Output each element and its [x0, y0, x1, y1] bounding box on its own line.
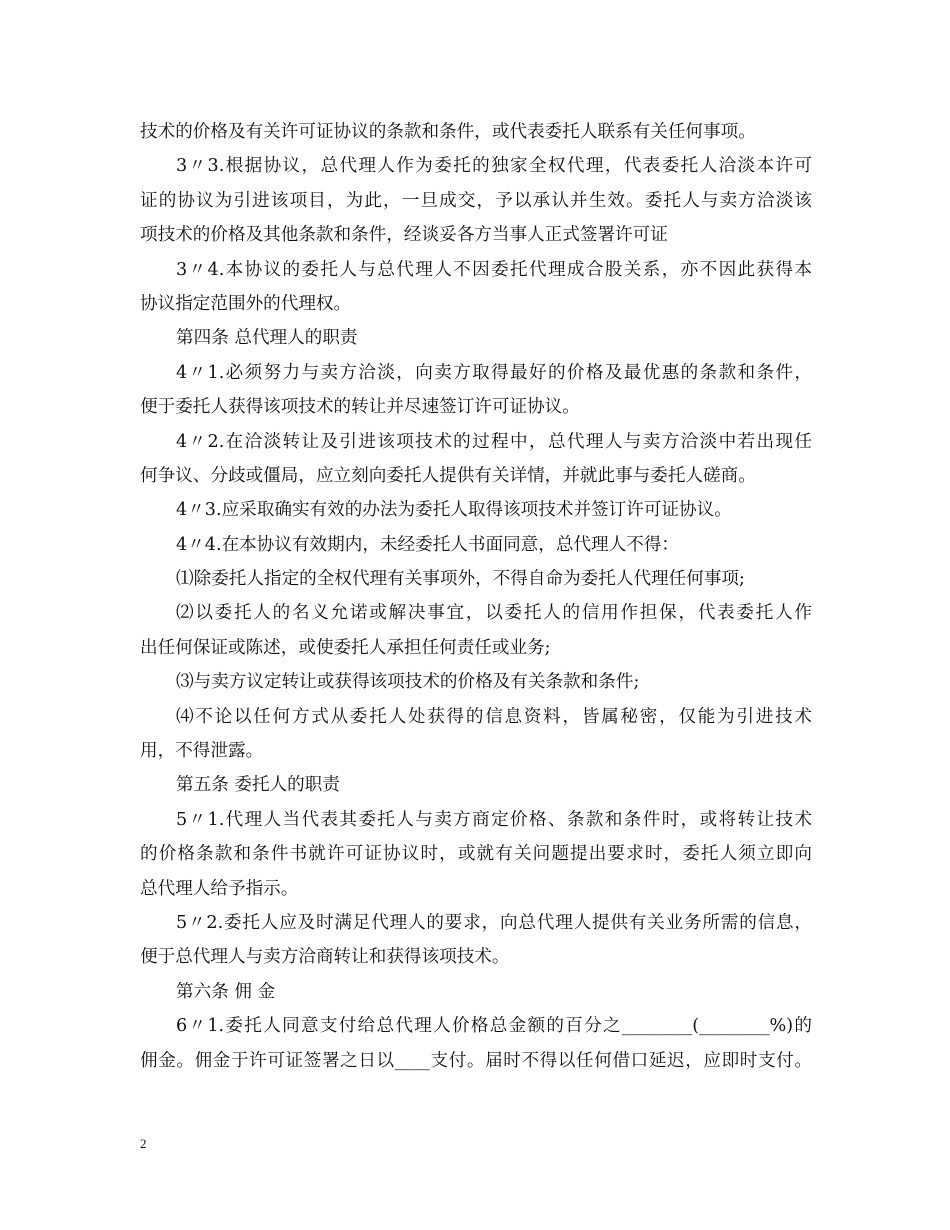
text-line: 3〃4.本协议的委托人与总代理人不因委托代理成合股关系，亦不因此获得本 [176, 259, 812, 280]
text-line: 出任何保证或陈述，或使委托人承担任何责任或业务; [140, 637, 551, 658]
text-line: 第四条 总代理人的职责 [176, 328, 358, 349]
text-line: 5〃1.代理人当代表其委托人与卖方商定价格、条款和条件时，或将转让技术 [176, 809, 812, 830]
text-line: ⑴除委托人指定的全权代理有关事项外，不得自命为委托人代理任何事项; [176, 569, 745, 590]
text-line: 技术的价格及有关许可证协议的条款和条件，或代表委托人联系有关任何事项。 [140, 122, 756, 142]
page-number: 2 [140, 1136, 147, 1151]
text-line: 用，不得泄露。 [140, 741, 264, 762]
text-line: 项技术的价格及其他条款和条件，经谈妥各方当事人正式签署许可证 [140, 225, 668, 246]
text-line: 第六条 佣 金 [176, 981, 276, 1002]
text-line: 6〃1.委托人同意支付给总代理人价格总金额的百分之________(________%)的 [176, 1016, 812, 1037]
document-body [140, 115, 812, 1078]
text-line: 总代理人给予指示。 [140, 878, 299, 899]
text-line: 4〃1.必须努力与卖方洽淡，向卖方取得最好的价格及最优惠的条款和条件， [176, 362, 812, 383]
text-line: 4〃2.在洽淡转让及引进该项技术的过程中，总代理人与卖方洽淡中若出现任 [176, 431, 812, 452]
text-line: 5〃2.委托人应及时满足代理人的要求，向总代理人提供有关业务所需的信息， [176, 912, 812, 933]
text-line: ⑶与卖方议定转让或获得该项技术的价格及有关条款和条件; [176, 672, 640, 693]
text-line: 便于委托人获得该项技术的转让并尽速签订许可证协议。 [140, 397, 580, 418]
text-line: 协议指定范围外的代理权。 [140, 293, 352, 314]
text-line: 证的协议为引进该项目，为此，一旦成交，予以承认并生效。委托人与卖方洽淡该 [140, 190, 812, 211]
text-line: 4〃4.在本协议有效期内，未经委托人书面同意，总代理人不得： [176, 534, 680, 555]
text-line: 3〃3.根据协议，总代理人作为委托的独家全权代理，代表委托人洽淡本许可 [176, 156, 812, 177]
text-line: 便于总代理人与卖方洽商转让和获得该项技术。 [140, 947, 510, 968]
text-line: 佣金。佣金于许可证签署之日以____支付。届时不得以任何借口延迟，应即时支付。 [140, 1050, 812, 1071]
text-line: 4〃3.应采取确实有效的办法为委托人取得该项技术并签订许可证协议。 [176, 500, 732, 521]
text-line: 的价格条款和条件书就许可证协议时，或就有关问题提出要求时，委托人须立即向 [140, 844, 812, 865]
text-line: 第五条 委托人的职责 [176, 775, 340, 796]
text-line: ⑵以委托人的名义允诺或解决事宜，以委托人的信用作担保，代表委托人作 [176, 603, 812, 624]
text-line: ⑷不论以任何方式从委托人处获得的信息资料，皆属秘密，仅能为引进技术 [176, 706, 812, 727]
text-line: 何争议、分歧或僵局，应立刻向委托人提供有关详情，并就此事与委托人磋商。 [140, 465, 756, 486]
